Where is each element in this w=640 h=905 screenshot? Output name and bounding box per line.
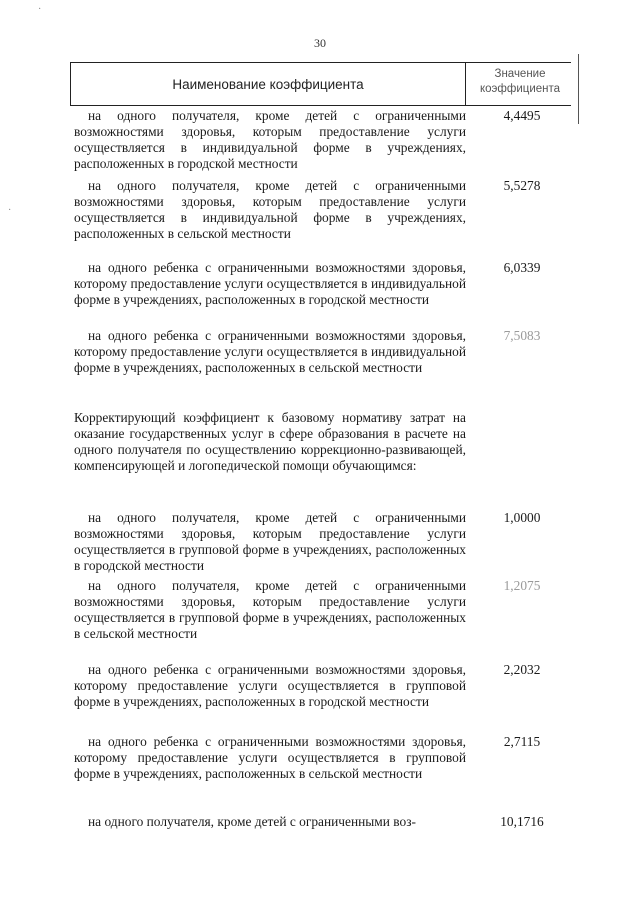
row-value: 1,0000 — [503, 510, 541, 525]
row-text: Корректирующий коэффициент к базовому нормативу затрат на оказание государственных услуг в сфере образования в расчете на одного получателя по осуществлению коррекционно-развивающей, компенсирующей и логопедической помощи обучающимся: — [74, 410, 466, 473]
table-header — [70, 62, 571, 106]
row-value: 10,1716 — [500, 814, 544, 829]
header-name-column: Наименование коэффициента — [71, 63, 466, 105]
table-row — [74, 108, 619, 172]
table-row — [74, 662, 619, 710]
table-row — [74, 510, 619, 574]
row-text: на одного ребенка с ограниченными возможностями здоровья, которому предоставление услуги осуществляется в индивидуальной форме в учреждениях, расположенных в сельской местности — [74, 328, 466, 375]
table-row — [74, 578, 619, 642]
row-value: 2,7115 — [503, 734, 541, 749]
row-text: на одного ребенка с ограниченными возможностями здоровья, которому предоставление услуги осуществляется в групповой форме в учреждениях, расположенных в городской местности — [74, 662, 466, 709]
page-number: 30 — [314, 36, 326, 50]
scan-speck: · — [38, 4, 42, 15]
table-row — [74, 328, 619, 376]
row-value: 7,5083 — [503, 328, 541, 343]
row-value: 5,5278 — [503, 178, 541, 193]
row-text: на одного получателя, кроме детей с ограниченными возможностями здоровья, которым предоставление услуги осуществляется в групповой форме в учреждениях, расположенных в городской местности — [74, 510, 466, 573]
row-text: на одного получателя, кроме детей с ограниченными возможностями здоровья, которым предоставление услуги осуществляется в групповой форме в учреждениях, расположенных в сельской местности — [74, 578, 466, 641]
table-row — [74, 178, 619, 242]
row-value: 6,0339 — [503, 260, 541, 275]
row-value: 4,4495 — [503, 108, 541, 123]
table-row — [74, 260, 619, 308]
header-value-line2: коэффициента — [479, 83, 561, 95]
row-value: 2,2032 — [503, 662, 541, 677]
row-text: на одного ребенка с ограниченными возможностями здоровья, которому предоставление услуги осуществляется в групповой форме в учреждениях, расположенных в сельской местности — [74, 734, 466, 781]
row-text: на одного получателя, кроме детей с ограниченными возможностями здоровья, которым предоставление услуги осуществляется в индивидуальной форме в учреждениях, расположенных в сельской местности — [74, 178, 466, 241]
header-value-line1: Значение — [494, 68, 546, 80]
row-text: на одного получателя, кроме детей с ограниченными возможностями здоровья, которым предоставление услуги осуществляется в индивидуальной форме в учреждениях, расположенных в городской местности — [74, 108, 466, 171]
table-row — [74, 814, 619, 830]
row-text: на одного ребенка с ограниченными возможностями здоровья, которому предоставление услуги осуществляется в индивидуальной форме в учреждениях, расположенных в городской местности — [74, 260, 466, 307]
header-value-column — [467, 67, 573, 97]
table-row — [74, 734, 619, 782]
row-text: на одного получателя, кроме детей с ограниченными воз- — [88, 814, 416, 829]
scan-speck: · — [8, 205, 12, 216]
row-value: 1,2075 — [503, 578, 541, 593]
table-row — [74, 410, 619, 474]
